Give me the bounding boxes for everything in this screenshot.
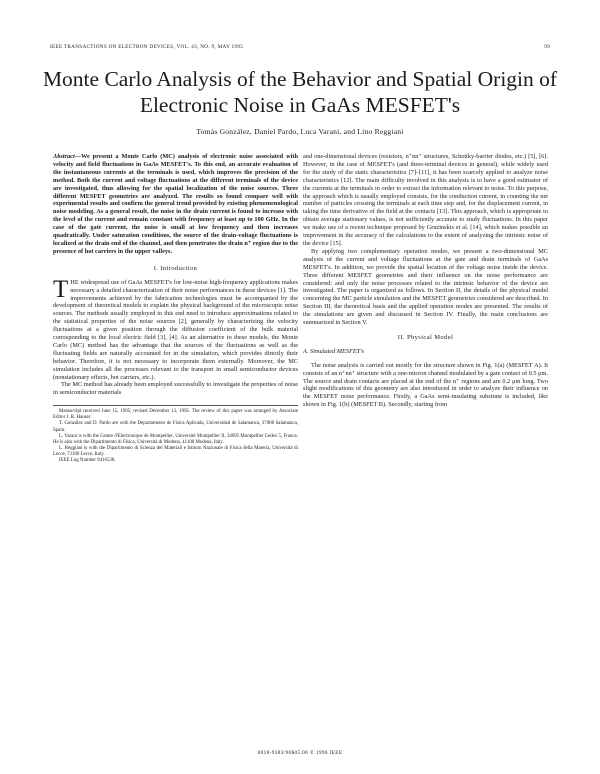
paper-title: Monte Carlo Analysis of the Behavior and Spatial Origin of Electronic Noise in GaAs MESFET's (42, 67, 558, 117)
subsection-heading: A. Simulated MESFET's (303, 347, 364, 355)
abstract (53, 153, 298, 256)
footnotes (53, 405, 298, 464)
footnote-manuscript: Manuscript received June 15, 1995; revised December 13, 1995. The review of this paper was arranged by Associate Editor J. R. Hauser. (53, 409, 298, 421)
drop-cap: T (53, 275, 69, 303)
footnote-affiliation-montpellier: L. Varani is with the Centre d'Electronique de Montpellier, Université Montpellier II, 34095 Montpellier Cedex 5, France. He is also with the Dipartimento di Fisica, Università di Modena, 41100 Modena, Italy. (53, 433, 298, 445)
section-heading-introduction: I. Introduction (153, 264, 198, 272)
running-header (50, 44, 550, 54)
footnote-affiliation-lecce: L. Reggiani is with the Dipartimento di Scienza dei Materiali e Istituto Nazionale di Fisica della Materia, Università di Lecce, 73100 Lecce, Italy. (53, 445, 298, 457)
right-column (303, 153, 548, 409)
section-heading-physical-model: II. Physical Model (397, 333, 454, 341)
footnote-log-number: IEEE Log Number 9416538. (59, 458, 116, 464)
journal-citation: IEEE TRANSACTIONS ON ELECTRON DEVICES, VOL. 43, NO. 9, MAY 1995 (50, 44, 244, 50)
copyright-line: 0018-9383/96$05.00 © 1996 IEEE (257, 750, 343, 756)
intro-paragraph (53, 275, 298, 382)
page-number: 99 (544, 44, 550, 50)
left-column (53, 153, 298, 464)
right-paragraph: By applying two complementary operation modes, we present a two-dimensional MC analysis of the current and voltage fluctuations at the gate and drain terminals of GaAs MESFET's. In addition, we provide the spatial location of the voltage noise inside the device. Three different MESFET geometries and their influence on the noise performance are considered; and only the noise processes related to the intrinsic behavior of the device are investigated. The paper is organized as follows. In Section II, the details of the physical model concerning the MC particle simulation and the MESFET geometries considered are described. In Section III, the theoretical basis and the applied operation modes are presented. The results of the simulations are given and discussed in Section IV. Finally, the main conclusions are summarized in Section V. (303, 247, 548, 327)
right-paragraph: and one-dimensional devices (resistors, n⁺nn⁺ structures, Schottky-barrier diodes, etc.) [5], [6]. However, in the case of MESFET's (and three-terminal devices in general), while widely used for the study of the static characteristics [7]–[11], it has been scarcely applied to analyze noise characteristics [12]. The main difficulty involved in this analysis is to have a good estimator of the currents at the terminals in order to extract the information relevant to noise. To this purpose, the approach which is usually employed consists, for the conduction current, in counting the net number of particles crossing the terminals at each time step and, for the displacement current, in taking the time derivative of the field at the contacts [13]. This approach, which is appropriate to obtain average stationary values, is not sufficiently accurate to study fluctuations. In this paper we make use of a recent technique proposed by Gruzinskis et al. [14], which makes possible an improvement in the accuracy of the calculations to the extent of analyzing the intrinsic noise of the device [15]. (303, 153, 548, 247)
abstract-label: Abstract— (53, 153, 81, 160)
abstract-text: We present a Monte Carlo (MC) analysis of electronic noise associated with velocity and field fluctuations in GaAs MESFET's. To this end, an accurate evaluation of the instantaneous currents at the terminals is used, which improves the precision of the method. Both the current and voltage fluctuations at the different terminals of the device are investigated, thus allowing for the spatial localization of the noise sources. Three different MESFET geometries are analyzed. The results so found compare well with experimental results and confirm the general trend provided by existing phenomenological noise modeling. As a general result, the noise in the drain current is found to increase with the level of the current and remain constant with frequency at least up to 100 GHz. In the case of the gate current, the noise is small at low frequency and then increases quadratically. Under saturation conditions, the source of the drain-voltage fluctuations is localized at the drain end of the channel, and then penetrates the drain n⁺ region due to the presence of hot carriers in the upper valleys. (53, 153, 298, 255)
intro-paragraph-continued: The MC method has already been employed successfully to investigate the properties of noise in semiconductor materials (53, 381, 298, 397)
subsection-paragraph: The noise analysis is carried out mostly for the structure shown in Fig. 1(a) (MESFET A). It consists of an n⁺nn⁺ structure with a one-micron channel modulated by a gate contact of 0.5 μm. The source and drain contacts are placed at the end of the n⁺ regions and are 0.2 μm long. Two slight modifications of this geometry are also introduced in order to analyze their influence on the MESFET noise performance. Firstly, a GaAs semi-insulating substrate is included, like shown in Fig. 1(b) (MESFET B). Secondly, starting from (303, 361, 548, 409)
intro-paragraph-text: HE widespread use of GaAs MESFET's for low-noise high-frequency applications makes necessary a detailed characterization of their noise performances in these devices [1]. The improvements achieved by the fabrication technologies must be accompanied by the development of theoretical models to explain the physical background of the microscopic noise sources. The methods usually employed to this end need to introduce approximations related to the statistical properties of the noise sources [2], generally by characterizing the velocity fluctuations at a given position through the diffusion coefficient of the bulk material corresponding to the local electric field [3], [4]. As an alternative to these models, the Monte Carlo (MC) method has the advantage that the sources of the fluctuations as well as the fluctuating fields are naturally accounted for in the simulation, which provides directly their behavior. Therefore, it is not necessary to incorporate them externally. Moreover, the MC simulation includes all the processes relevant to the transport in small semiconductor devices (nonstationary effects, hot carriers, etc.). (53, 278, 298, 381)
author-list: Tomás González, Daniel Pardo, Luca Varani, and Lino Reggiani (196, 127, 404, 136)
footnote-affiliation-salamanca: T. González and D. Pardo are with the Departamento de Física Aplicada, Universidad de Salamanca, 37008 Salamanca, Spain. (53, 421, 298, 433)
